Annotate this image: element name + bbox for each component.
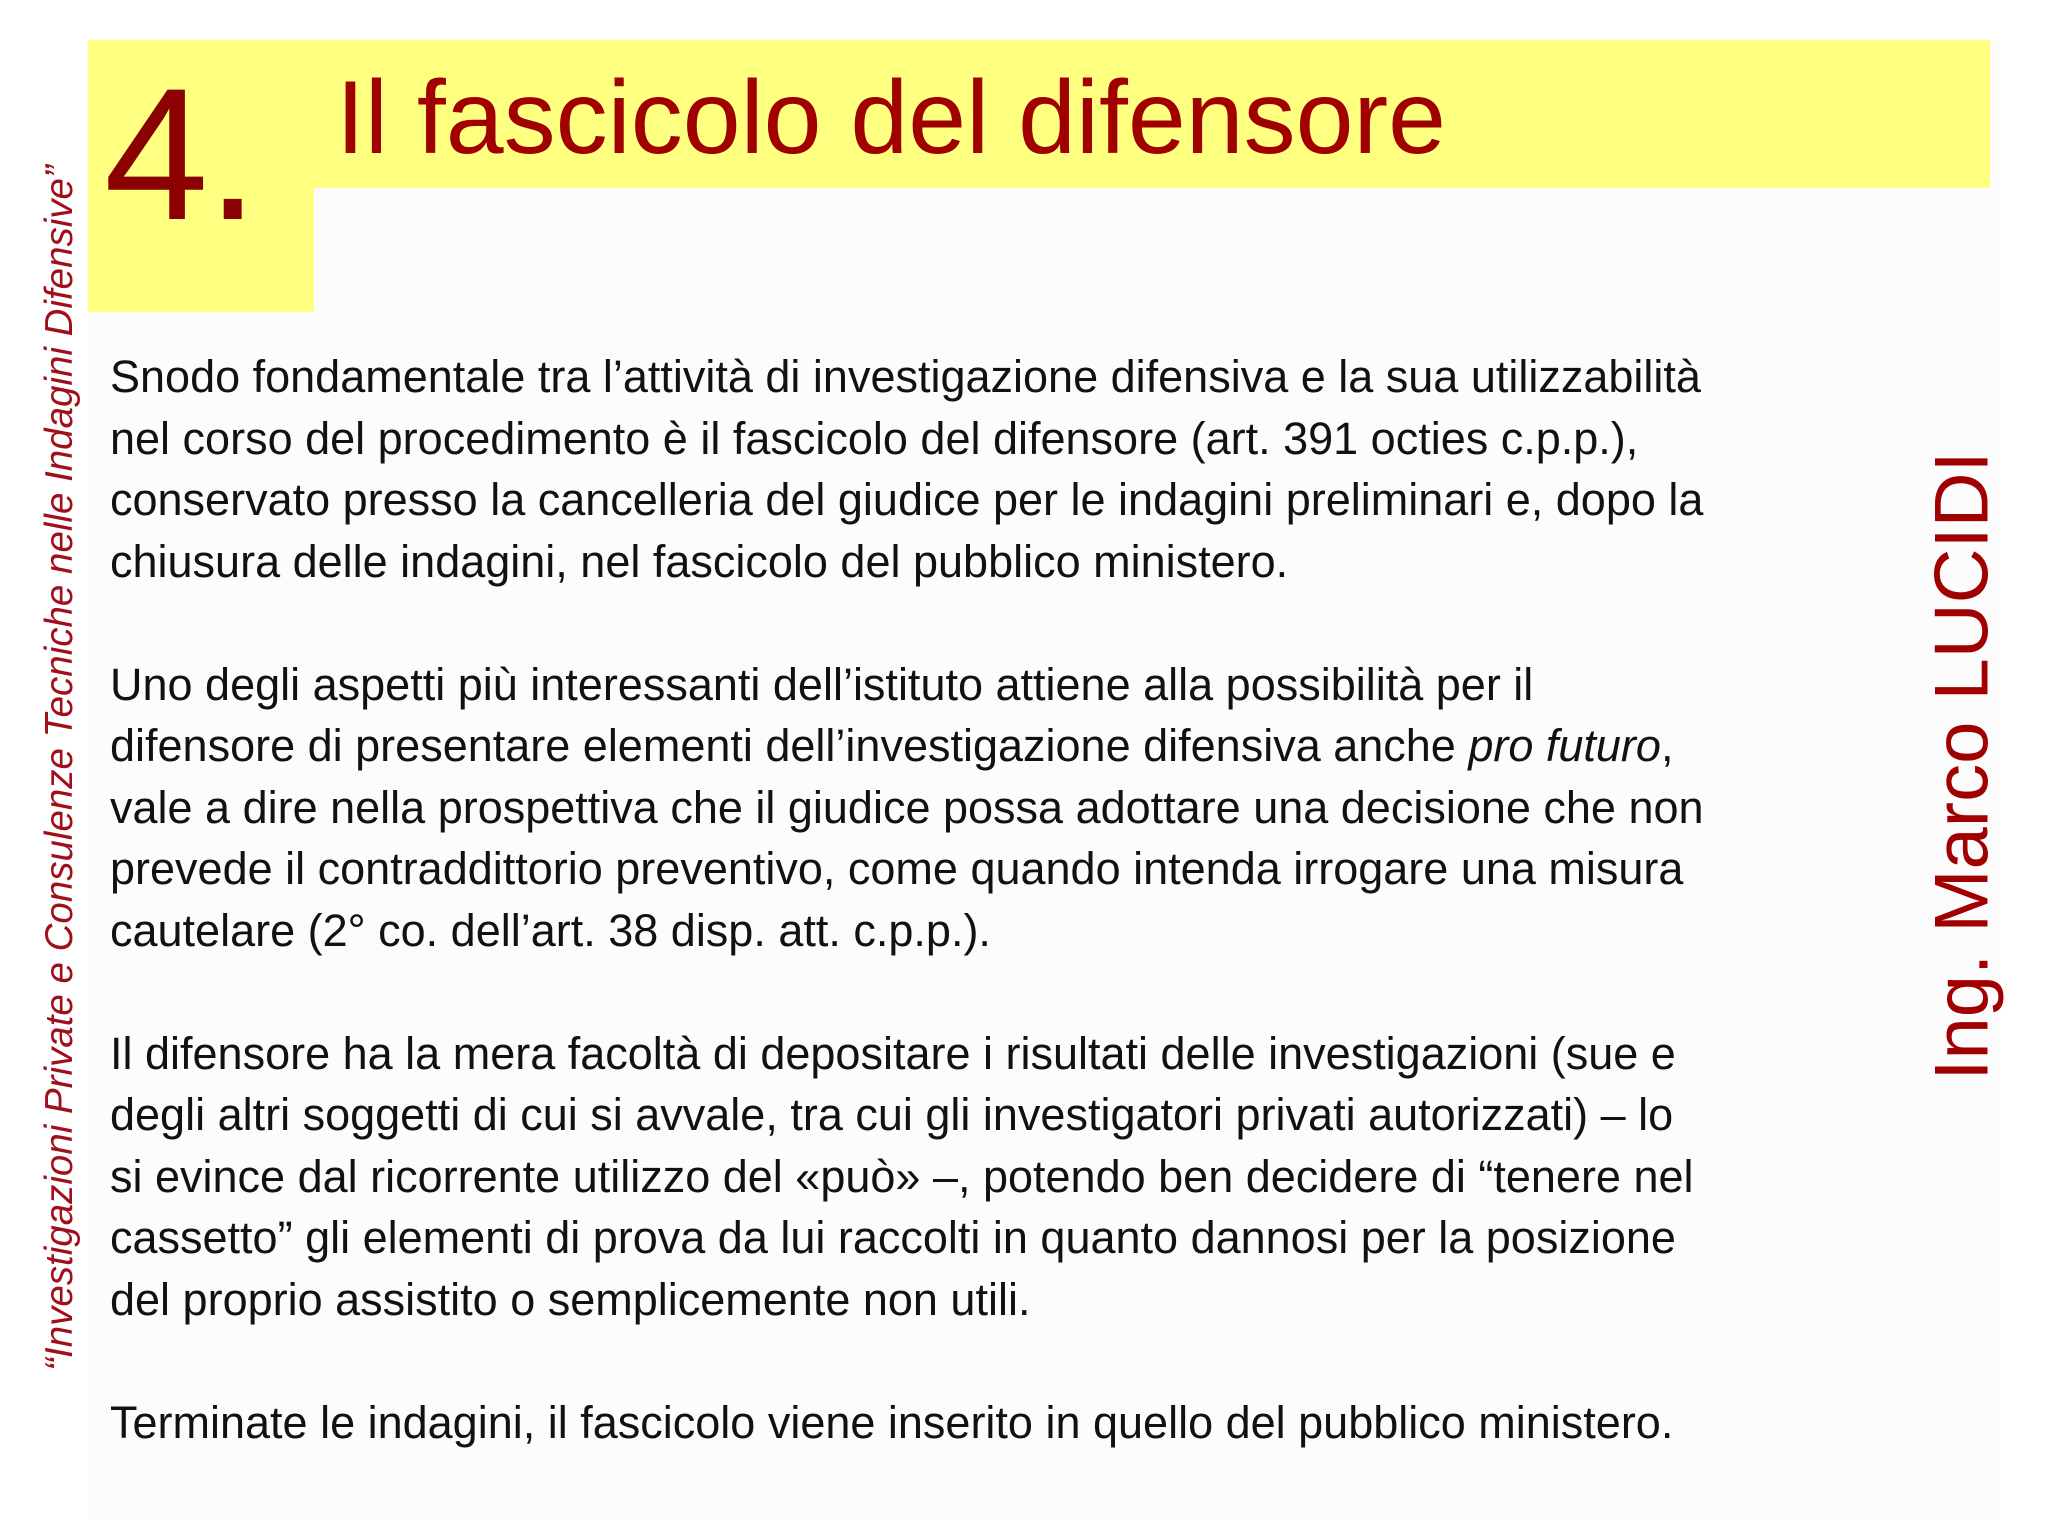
text-line: Terminate le indagini, il fascicolo viene inserito in quello del pubblico ministero. <box>110 1396 1674 1448</box>
text-line-with-italic <box>110 715 1930 777</box>
text-line: si evince dal ricorrente utilizzo del «può» –, potendo ben decidere di “tenere nel <box>110 1150 1694 1202</box>
paragraph-4 <box>110 1392 1930 1454</box>
text-line: vale a dire nella prospettiva che il giudice possa adottare una decisione che non <box>110 781 1704 833</box>
text-line: cassetto” gli elementi di prova da lui raccolti in quanto dannosi per la posizione <box>110 1212 1676 1263</box>
text-line: prevede il contraddittorio preventivo, come quando intenda irrogare una misura <box>110 843 1684 894</box>
text-line: cautelare (2° co. dell’art. 38 disp. att. c.p.p.). <box>110 904 991 956</box>
slide-number: 4. <box>104 49 257 259</box>
text-segment: difensore di presentare elementi dell’investigazione difensiva anche <box>110 720 1469 771</box>
paragraph-2 <box>110 654 1930 962</box>
text-line: del proprio assistito o semplicemente non utili. <box>110 1273 1031 1325</box>
slide-title: Il fascicolo del difensore <box>336 60 1446 176</box>
text-segment: , <box>1660 720 1674 771</box>
text-line: Il difensore ha la mera facoltà di depositare i risultati delle investigazioni (sue e <box>110 1027 1676 1079</box>
slide-body <box>110 346 1930 1453</box>
text-line: degli altri soggetti di cui si avvale, tra cui gli investigatori privati autorizzati) – lo <box>110 1089 1674 1140</box>
text-line: chiusura delle indagini, nel fascicolo del pubblico ministero. <box>110 535 1289 587</box>
author-name-vertical: Ing. Marco LUCIDI <box>1919 451 2005 1081</box>
course-title-vertical: “Investigazioni Private e Consulenze Tecniche nelle Indagini Difensive” <box>38 165 81 1371</box>
text-line: Uno degli aspetti più interessanti dell’istituto attiene alla possibilità per il <box>110 658 1534 710</box>
text-line: Snodo fondamentale tra l’attività di investigazione difensiva e la sua utilizzabilità <box>110 351 1701 402</box>
paragraph-3 <box>110 1023 1930 1331</box>
italic-phrase: pro futuro <box>1468 720 1661 771</box>
paragraph-1 <box>110 346 1930 592</box>
text-line: conservato presso la cancelleria del giudice per le indagini preliminari e, dopo la <box>110 474 1704 525</box>
text-line: nel corso del procedimento è il fascicolo del difensore (art. 391 octies c.p.p.), <box>110 412 1639 464</box>
